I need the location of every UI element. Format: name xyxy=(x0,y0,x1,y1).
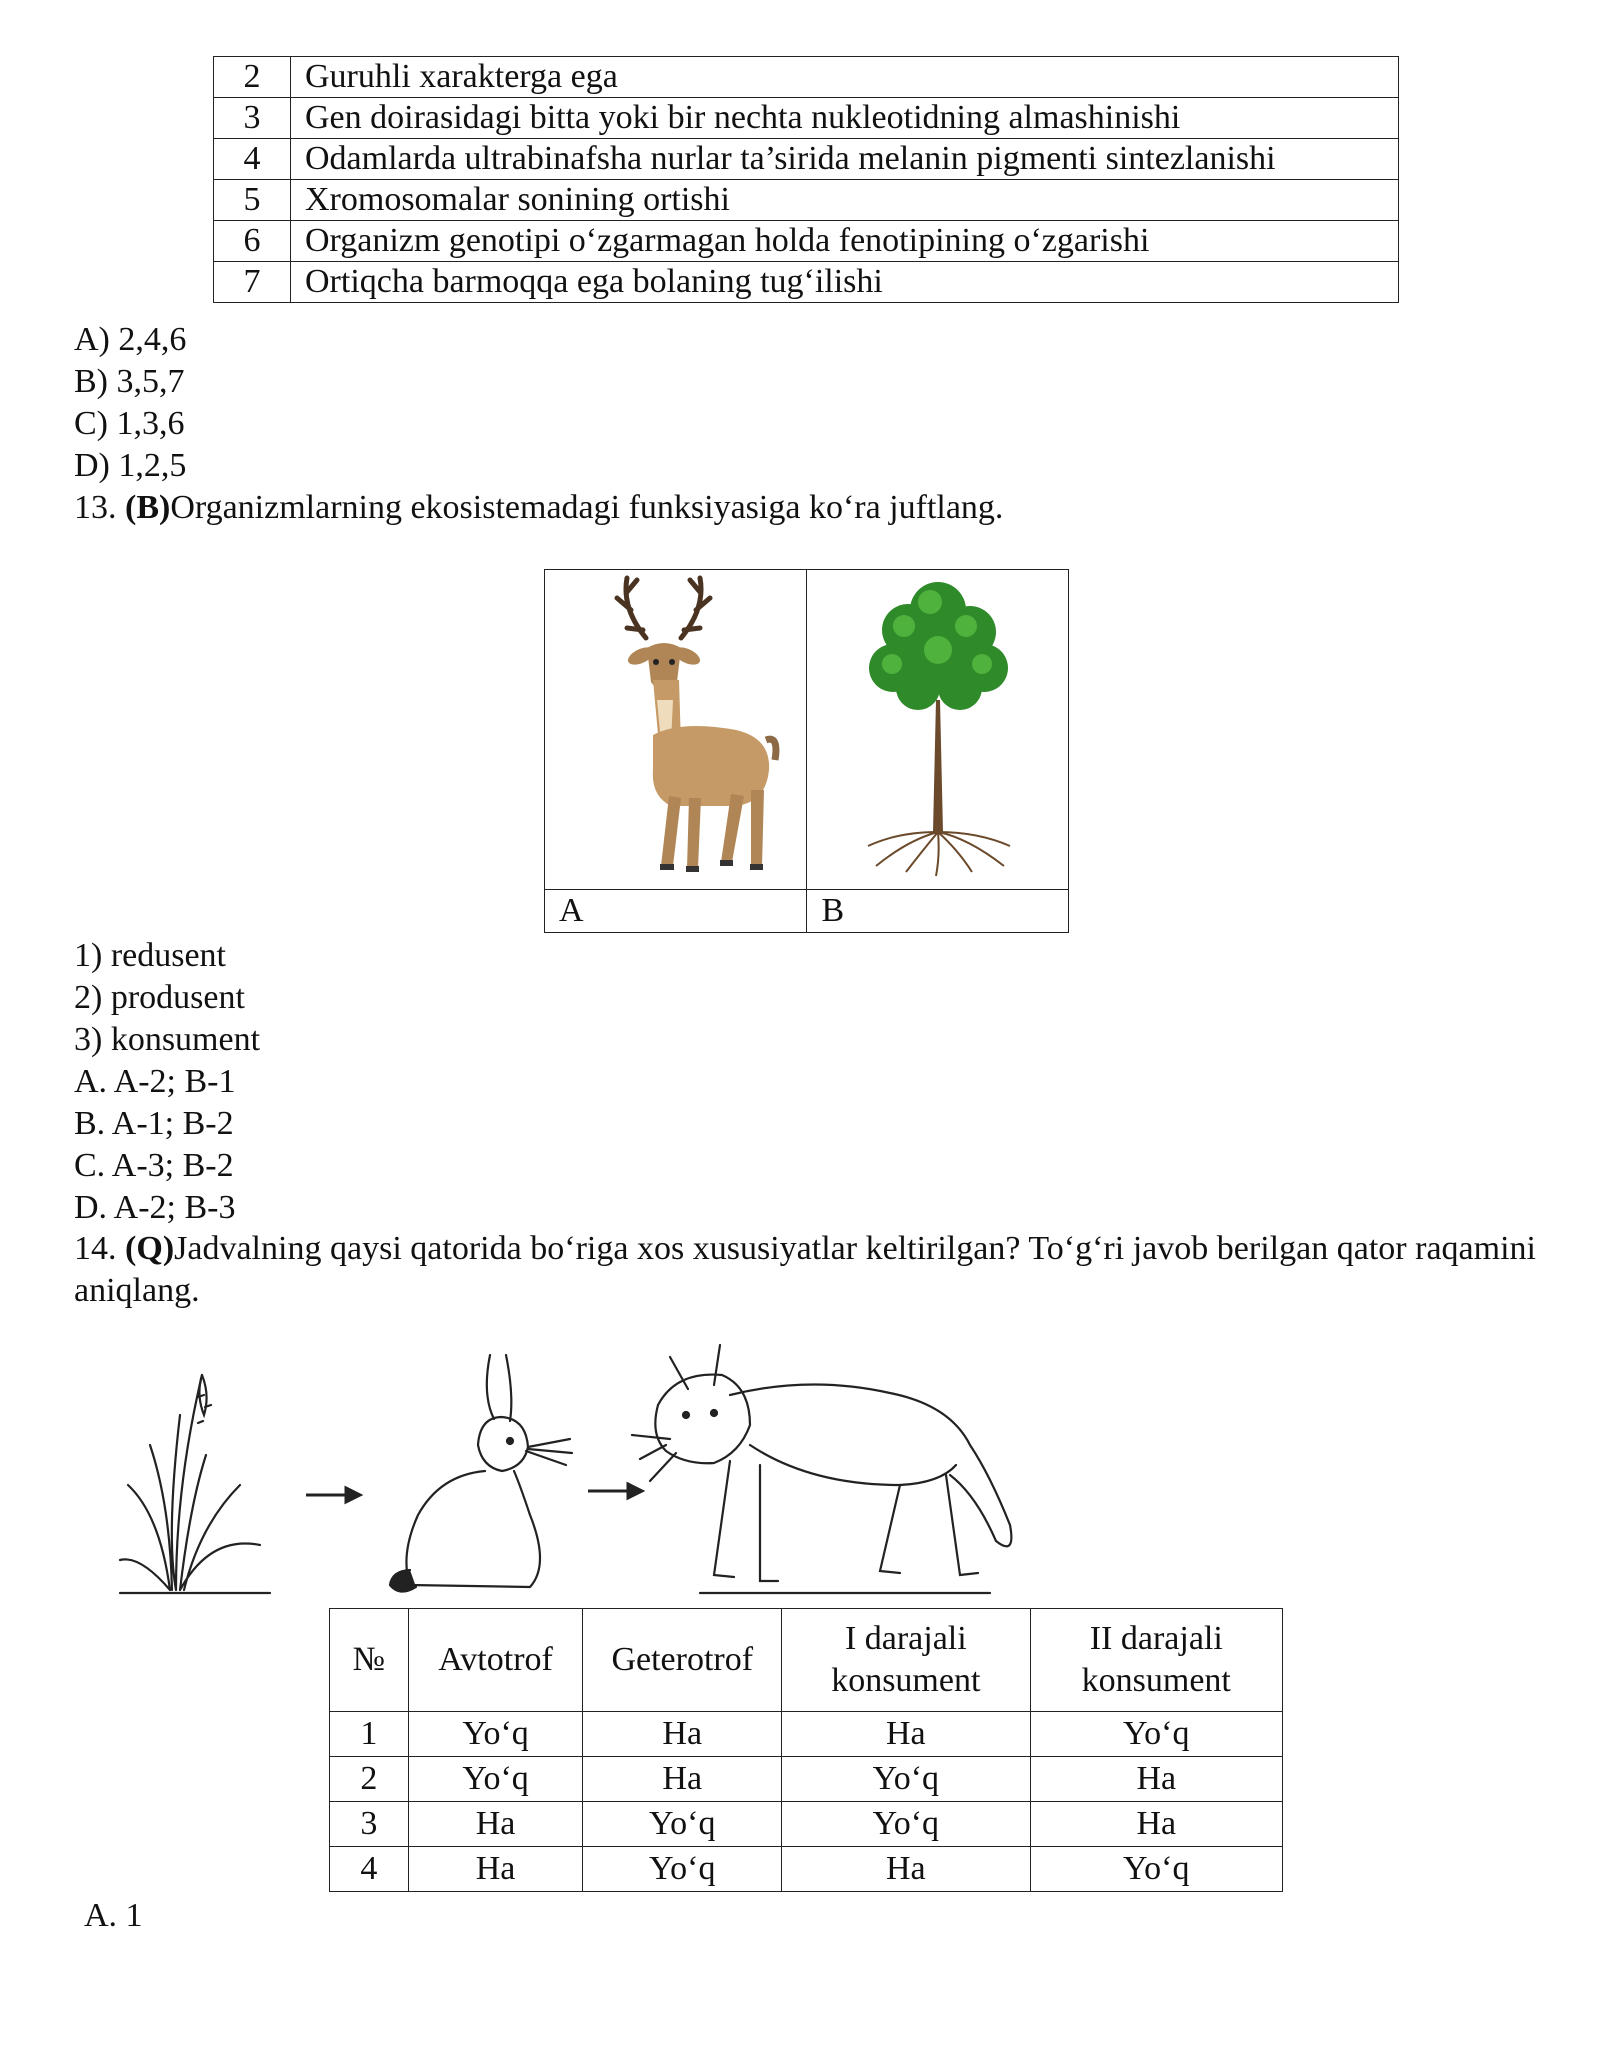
question-tag: (B) xyxy=(125,489,171,526)
table-row xyxy=(214,262,1399,303)
row-number: 5 xyxy=(214,180,291,221)
table-cell: Yo‘q xyxy=(1030,1847,1282,1892)
question-text: Jadvalning qaysi qatorida bo‘riga xos xususiyatlar keltirilgan? To‘g‘ri javob berilgan qator raqamini aniqlang. xyxy=(74,1230,1536,1309)
q13-item-2: 2) produsent xyxy=(74,979,245,1016)
image-label-b: B xyxy=(807,890,1069,933)
q13-item-3: 3) konsument xyxy=(74,1021,261,1058)
tree-icon xyxy=(848,570,1028,880)
row-text: Xromosomalar sonining ortishi xyxy=(291,180,1399,221)
row-text: Ortiqcha barmoqqa ega bolaning tug‘ilishi xyxy=(291,262,1399,303)
table-cell: Yo‘q xyxy=(408,1757,583,1802)
table-cell: Ha xyxy=(782,1712,1030,1757)
image-cell-b xyxy=(807,570,1069,890)
q12-option-b[interactable]: B) 3,5,7 xyxy=(74,363,185,400)
table-row xyxy=(330,1802,1283,1847)
row-number: 3 xyxy=(214,98,291,139)
question-number: 13. xyxy=(74,489,117,526)
row-text: Organizm genotipi o‘zgarmagan holda fenotipining o‘zgarishi xyxy=(291,221,1399,262)
q13-image-table xyxy=(544,569,1069,933)
row-number: 2 xyxy=(214,57,291,98)
table-cell: Yo‘q xyxy=(782,1757,1030,1802)
column-header: Avtotrof xyxy=(408,1609,583,1712)
q12-option-d[interactable]: D) 1,2,5 xyxy=(74,447,187,484)
question-text: Organizmlarning ekosistemadagi funksiyasiga ko‘ra juftlang. xyxy=(170,489,1004,526)
q13-option-b[interactable]: B. A-1; B-2 xyxy=(74,1105,234,1142)
image-label-a: A xyxy=(545,890,807,933)
hare-icon xyxy=(390,1355,572,1592)
q12-option-c[interactable]: C) 1,3,6 xyxy=(74,405,185,442)
q13-item-1: 1) redusent xyxy=(74,937,227,974)
table-cell: Ha xyxy=(583,1712,782,1757)
column-header: № xyxy=(330,1609,409,1712)
table-cell: Ha xyxy=(782,1847,1030,1892)
q13-question xyxy=(74,487,1003,529)
table-cell: Ha xyxy=(1030,1802,1282,1847)
row-text: Gen doirasidagi bitta yoki bir nechta nukleotidning almashinishi xyxy=(291,98,1399,139)
table-cell: Ha xyxy=(408,1802,583,1847)
q13-option-d[interactable]: D. A-2; B-3 xyxy=(74,1189,236,1226)
table-row xyxy=(330,1757,1283,1802)
food-chain-illustration xyxy=(110,1335,1070,1605)
table-row xyxy=(214,180,1399,221)
table-cell: Ha xyxy=(1030,1757,1282,1802)
row-number: 7 xyxy=(214,262,291,303)
table-cell: Yo‘q xyxy=(583,1802,782,1847)
table-row xyxy=(214,98,1399,139)
table-cell: Ha xyxy=(408,1847,583,1892)
table-cell: Yo‘q xyxy=(408,1712,583,1757)
question-tag: (Q) xyxy=(125,1230,175,1267)
table-header-row xyxy=(330,1609,1283,1712)
image-cell-a xyxy=(545,570,807,890)
table-cell: 2 xyxy=(330,1757,409,1802)
table-cell: Ha xyxy=(583,1757,782,1802)
q13-option-a[interactable]: A. A-2; B-1 xyxy=(74,1063,236,1100)
arrow-right-icon xyxy=(306,1488,360,1502)
table-cell: Yo‘q xyxy=(583,1847,782,1892)
table-cell: 4 xyxy=(330,1847,409,1892)
q12-table xyxy=(213,56,1399,303)
q12-option-a[interactable]: A) 2,4,6 xyxy=(74,321,187,358)
table-row xyxy=(214,57,1399,98)
row-text: Odamlarda ultrabinafsha nurlar ta’sirida melanin pigmenti sintezlanishi xyxy=(291,139,1399,180)
table-row xyxy=(214,139,1399,180)
table-row xyxy=(214,221,1399,262)
table-cell: 3 xyxy=(330,1802,409,1847)
table-cell: Yo‘q xyxy=(782,1802,1030,1847)
table-cell: Yo‘q xyxy=(1030,1712,1282,1757)
table-row xyxy=(330,1847,1283,1892)
table-cell: 1 xyxy=(330,1712,409,1757)
table-row xyxy=(330,1712,1283,1757)
question-number: 14. xyxy=(74,1230,117,1267)
deer-icon xyxy=(561,570,791,880)
q13-option-c[interactable]: C. A-3; B-2 xyxy=(74,1147,234,1184)
grass-icon xyxy=(120,1375,270,1593)
column-header: Geterotrof xyxy=(583,1609,782,1712)
q14-question xyxy=(74,1228,1536,1312)
row-number: 6 xyxy=(214,221,291,262)
arrow-right-icon xyxy=(588,1484,642,1498)
row-number: 4 xyxy=(214,139,291,180)
column-header: II darajali konsument xyxy=(1030,1609,1282,1712)
wolf-icon xyxy=(632,1345,1011,1593)
column-header: I darajali konsument xyxy=(782,1609,1030,1712)
row-text: Guruhli xarakterga ega xyxy=(291,57,1399,98)
q14-option-a[interactable]: A. 1 xyxy=(84,1897,143,1934)
q14-table xyxy=(329,1608,1283,1892)
